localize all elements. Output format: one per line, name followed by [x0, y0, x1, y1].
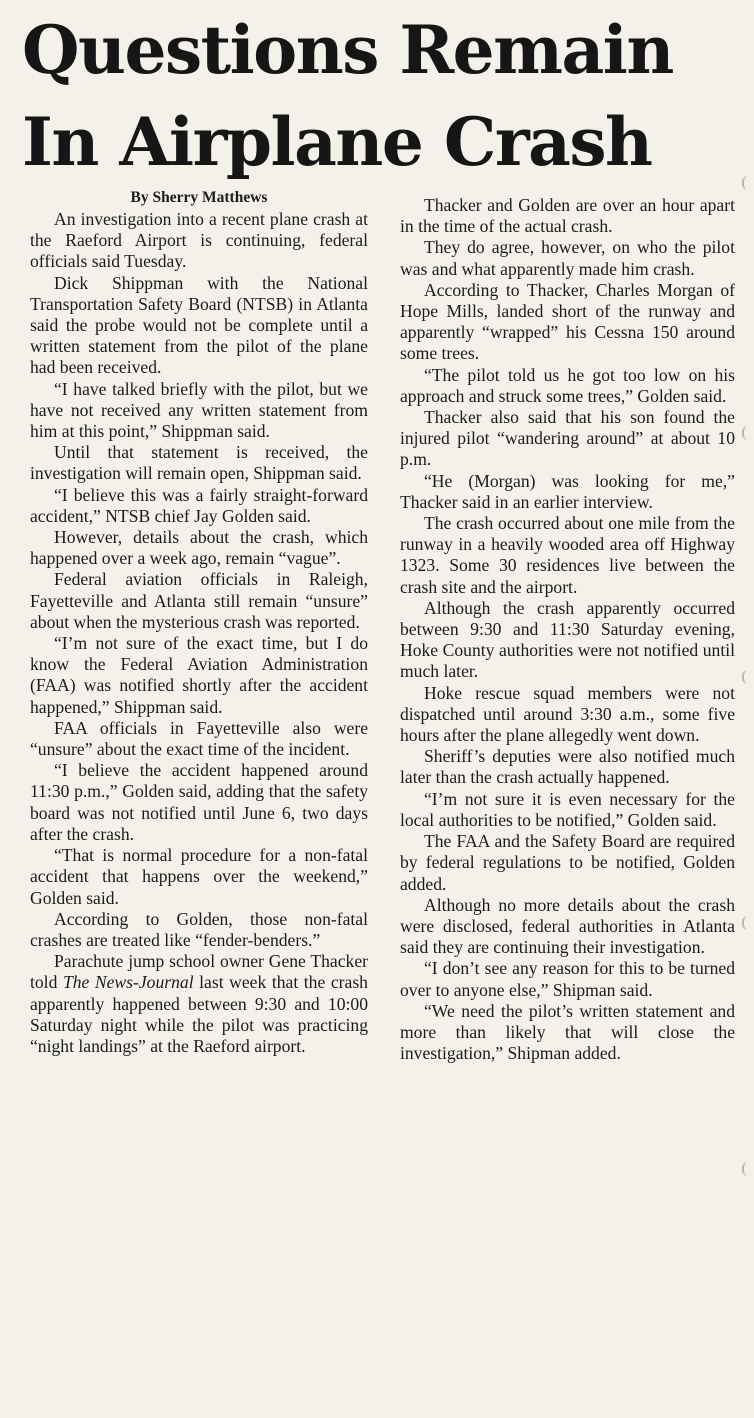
paragraph: According to Thacker, Charles Morgan of Hope Mills, landed short of the runway and apparently “wrapped” his Cessna 150 around some trees. — [400, 279, 735, 364]
paragraph: “I don’t see any reason for this to be turned over to anyone else,” Shipman said. — [400, 958, 735, 1000]
page-edge-mark — [742, 916, 750, 930]
paragraph: The crash occurred about one mile from the runway in a heavily wooded area off Highway 1323. Some 30 residences live between the crash site and the airport. — [400, 513, 735, 597]
paragraph: An investigation into a recent plane crash at the Raeford Airport is continuing, federal officials said Tuesday. — [30, 209, 368, 272]
paragraph: “I believe the accident happened around 11:30 p.m.,” Golden said, adding that the safety board was not notified until June 6, two days after the crash. — [30, 760, 368, 844]
page-edge-mark — [742, 176, 750, 190]
paragraph-with-publication-name — [30, 951, 368, 1057]
paragraph: Until that statement is received, the investigation will remain open, Shippman said. — [30, 442, 368, 484]
paragraph: Federal aviation officials in Raleigh, Fayetteville and Atlanta still remain “unsure” about when the mysterious crash was reported. — [30, 569, 368, 632]
paragraph: “I have talked briefly with the pilot, but we have not received any written statement from him at this point,” Shippman said. — [30, 378, 368, 442]
headline — [22, 4, 722, 188]
paragraph: Dick Shippman with the National Transportation Safety Board (NTSB) in Atlanta said the probe would not be complete until a written statement from the pilot of the plane had been received. — [30, 272, 368, 378]
paragraph-text: Parachute jump school owner Gene Thacker told — [30, 951, 368, 993]
paragraph: Sheriff’s deputies were also notified much later than the crash actually happened. — [400, 746, 735, 788]
paragraph: “I believe this was a fairly straight-forward accident,” NTSB chief Jay Golden said. — [30, 484, 368, 526]
paragraph: However, details about the crash, which happened over a week ago, remain “vague”. — [30, 527, 368, 569]
paragraph: Although no more details about the crash were disclosed, federal authorities in Atlanta said they are continuing their investigation. — [400, 894, 735, 958]
article-column-2 — [400, 195, 735, 1064]
page-edge-mark — [742, 426, 750, 440]
headline-line-2: In Airplane Crash — [22, 103, 652, 181]
article-column-1 — [30, 188, 368, 1057]
paragraph: “We need the pilot’s written statement and more than likely that will close the investigation,” Shipman added. — [400, 1000, 735, 1064]
publication-name: The News-Journal — [62, 972, 194, 993]
paragraph: “He (Morgan) was looking for me,” Thacker said in an earlier interview. — [400, 470, 735, 512]
paragraph: According to Golden, those non-fatal crashes are treated like “fender-benders.” — [30, 908, 368, 950]
paragraph: Although the crash apparently occurred between 9:30 and 11:30 Saturday evening, Hoke County authorities were not notified until much later. — [400, 597, 735, 682]
paragraph: FAA officials in Fayetteville also were “unsure” about the exact time of the incident. — [30, 717, 368, 760]
headline-line-1: Questions Remain — [22, 11, 673, 89]
paragraph: “The pilot told us he got too low on his approach and struck some trees,” Golden said. — [400, 364, 735, 406]
paragraph: The FAA and the Safety Board are required by federal regulations to be notified, Golden added. — [400, 831, 735, 894]
paragraph: They do agree, however, on who the pilot was and what apparently made him crash. — [400, 237, 735, 279]
paragraph: Thacker and Golden are over an hour apart in the time of the actual crash. — [400, 195, 735, 237]
byline: By Sherry Matthews — [130, 189, 268, 206]
paragraph: Thacker also said that his son found the injured pilot “wandering around” at about 10 p.m. — [400, 407, 735, 470]
page-edge-mark — [742, 1162, 750, 1176]
paragraph-text: last week that the crash apparently happened between 9:30 and 10:00 Saturday night while the pilot was practicing “night landings” at the Raeford airport. — [30, 972, 368, 1056]
page-edge-mark — [742, 670, 750, 684]
paragraph: “That is normal procedure for a non-fatal accident that happens over the weekend,” Golden said. — [30, 845, 368, 908]
paragraph: “I’m not sure it is even necessary for the local authorities to be notified,” Golden said. — [400, 788, 735, 830]
paragraph: Hoke rescue squad members were not dispatched until around 3:30 a.m., some five hours after the plane allegedly went down. — [400, 682, 735, 746]
paragraph: “I’m not sure of the exact time, but I do know the Federal Aviation Administration (FAA) was notified shortly after the accident happened,” Shippman said. — [30, 633, 368, 717]
